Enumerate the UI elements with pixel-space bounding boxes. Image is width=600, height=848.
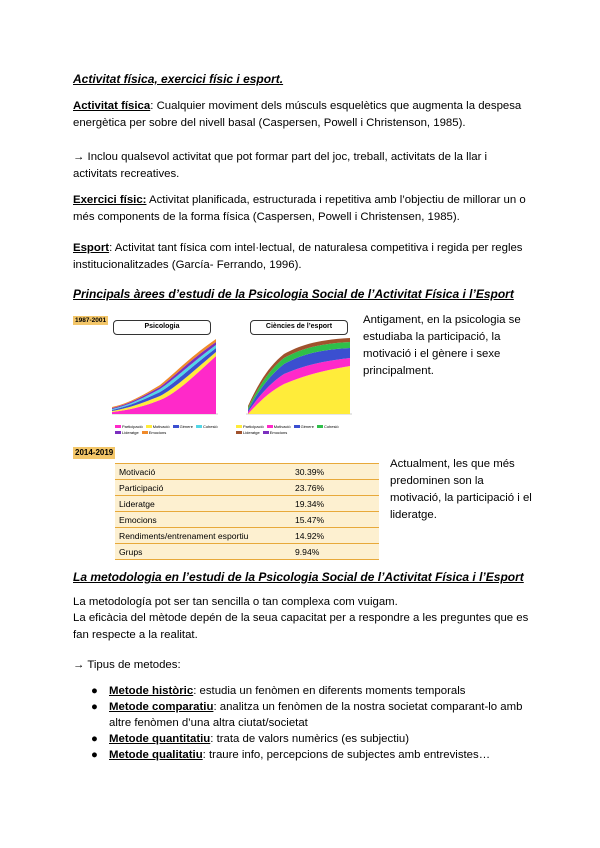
definition-activitat-fisica <box>73 98 525 132</box>
list-item: ● Metode comparatiu: analitza un fenòmen de la nostra societat comparant-lo amb altre fenòmen d’una altra ciutat/societat <box>91 701 523 729</box>
legend-psicologia <box>115 424 225 435</box>
period-label: 2014-2019 <box>75 448 114 457</box>
table-cell-percentage: 19.34% <box>291 496 379 512</box>
legend-item: Participació <box>236 424 264 429</box>
legend-item: Motivació <box>267 424 291 429</box>
page-title: Activitat física, exercici físic i esport. <box>73 72 284 86</box>
paragraph-antigament: Antigament, en la psicologia se estudiaba la participació, la motivació i el gènere i sexe principalment. <box>363 314 521 377</box>
table-cell-percentage: 30.39% <box>291 464 379 480</box>
table-cell-area: Rendiments/entrenament esportiu <box>115 528 291 544</box>
chart-label-ciencies-esport: Ciències de l’esport <box>250 320 348 335</box>
method-desc: : estudia un fenòmen en diferents moments temporals <box>193 685 466 697</box>
table-row <box>115 496 379 512</box>
legend-item: Cohesió <box>196 424 218 429</box>
table-cell-percentage: 9.94% <box>291 544 379 560</box>
definition-exercici-fisic <box>73 192 533 226</box>
paragraph-metodologia-2: La eficàcia del mètode depén de la seua capacitat per a respondre a les preguntes que es fan respecte a la realitat. <box>73 612 529 641</box>
types-heading: → Tipus de metodes: <box>73 659 181 671</box>
table-row <box>115 512 379 528</box>
table-cell-percentage: 23.76% <box>291 480 379 496</box>
list-item: ● Metode històric: estudia un fenòmen en diferents moments temporals <box>91 685 466 697</box>
method-desc: : analitza un fenòmen de la nostra societat comparant-lo amb altre fenòmen d’una altra ciutat/societat <box>109 701 523 729</box>
section-title-metodologia: La metodologia en l’estudi de la Psicologia Social de l’Activitat Física i l’Esport <box>73 570 524 584</box>
area-chart-psicologia <box>110 336 220 416</box>
term-esport: Esport <box>73 242 110 254</box>
legend-item: Lideratge <box>236 430 260 435</box>
legend-item: Gènere <box>294 424 314 429</box>
table-row <box>115 528 379 544</box>
legend-item: Emocions <box>142 430 167 435</box>
definition-text: : Cualquier moviment dels músculs esquelètics que augmenta la despesa energètica per sobre del nivell basal (Caspersen, Powell i Christenson, 1985). <box>73 100 522 129</box>
table-cell-area: Grups <box>115 544 291 560</box>
legend-item: Participació <box>115 424 143 429</box>
definition-text: Activitat planificada, estructurada i repetitiva amb l’objectiu de millorar un o més components de la forma física (Caspersen, Powell i Christensen, 1985). <box>73 194 526 223</box>
table-row <box>115 464 379 480</box>
section-title-areas: Principals àrees d’estudi de la Psicologia Social de l’Activitat Física i l’Esport <box>73 287 514 301</box>
area-chart-ciencies-esport <box>244 336 354 416</box>
definition-text: : Activitat tant física com intel·lectual, de naturalesa competitiva i regida per regles institucionalitzades (García- Ferrando, 1996). <box>73 242 523 271</box>
table-cell-area: Motivació <box>115 464 291 480</box>
method-term: Metode comparatiu <box>109 701 214 713</box>
legend-item: Gènere <box>173 424 193 429</box>
table-cell-area: Emocions <box>115 512 291 528</box>
table-cell-area: Lideratge <box>115 496 291 512</box>
table-row <box>115 480 379 496</box>
table-cell-percentage: 14.92% <box>291 528 379 544</box>
table-row <box>115 544 379 560</box>
term-activitat-fisica: Activitat física <box>73 100 151 112</box>
topics-table <box>115 463 379 560</box>
list-item: ● Metode qualitatiu: traure info, percepcions de subjectes amb entrevistes… <box>91 749 491 761</box>
method-desc: : traure info, percepcions de subjectes amb entrevistes… <box>202 749 491 761</box>
legend-ciencies-esport <box>236 424 356 435</box>
legend-item: Lideratge <box>115 430 139 435</box>
definition-esport <box>73 240 528 274</box>
paragraph-actualment: Actualment, les que més predominen son la motivació, la participació i el lideratge. <box>390 458 532 521</box>
method-desc: : trata de valors numèrics (es subjectiu) <box>210 733 410 745</box>
definition-note: → Inclou qualsevol activitat que pot formar part del joc, treball, activitats de la llar i activitats recreatives. <box>73 151 488 180</box>
method-term: Metode qualitatiu <box>109 749 203 761</box>
method-term: Metode històric <box>109 685 194 697</box>
list-item: ● Metode quantitatiu: trata de valors numèrics (es subjectiu) <box>91 733 410 745</box>
methods-list <box>83 683 533 763</box>
legend-item: Emocions <box>263 430 288 435</box>
method-term: Metode quantitatiu <box>109 733 211 745</box>
period-label: 1987-2001 <box>75 317 107 324</box>
chart-label-psicologia: Psicologia <box>113 320 211 335</box>
legend-item: Motivació <box>146 424 170 429</box>
table-cell-percentage: 15.47% <box>291 512 379 528</box>
paragraph-metodologia-1: La metodología pot ser tan sencilla o tan complexa com vuigam. <box>73 596 398 608</box>
legend-item: Cohesió <box>317 424 339 429</box>
table-cell-area: Participació <box>115 480 291 496</box>
term-exercici-fisic: Exercici físic: <box>73 194 147 206</box>
